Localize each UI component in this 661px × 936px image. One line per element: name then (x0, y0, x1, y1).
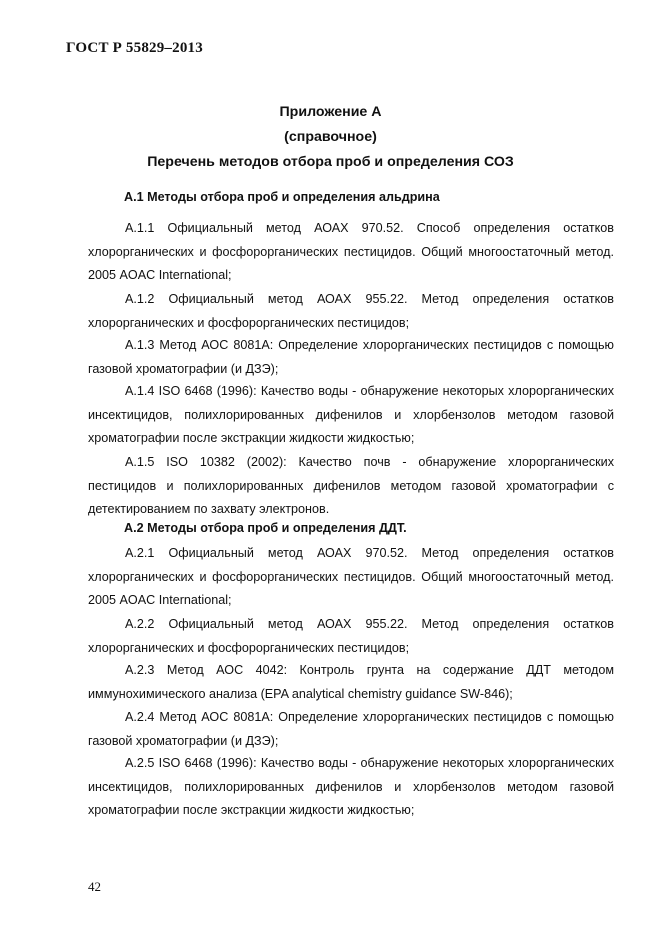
list-item-a2-5: А.2.5 ISO 6468 (1996): Качество воды - обнаружение некоторых хлорорганических инсектицидов, полихлорированных дифенилов и хлорбензолов методом газовой хроматографии после экстракции жидкости жидкостью; (88, 756, 614, 818)
list-item-a1-3: А.1.3 Метод АОС 8081А: Определение хлорорганических пестицидов с помощью газовой хроматографии (и ДЗЭ); (88, 338, 614, 376)
appendix-heading: Перечень методов отбора проб и определения СОЗ (147, 154, 514, 170)
list-item-a2-3: А.2.3 Метод АОС 4042: Контроль грунта на содержание ДДТ методом иммунохимического анализа (EPA analytical chemistry guidance SW-846); (88, 663, 614, 701)
list-item-a1-4: А.1.4 ISO 6468 (1996): Качество воды - обнаружение некоторых хлорорганических инсектицидов, полихлорированных дифенилов и хлорбензолов методом газовой хроматографии после экстракции жидкости жидкостью; (88, 384, 614, 446)
document-number: ГОСТ Р 55829–2013 (66, 40, 203, 56)
appendix-type: (справочное) (284, 129, 377, 145)
page-number: 42 (88, 879, 101, 894)
section-a2-title: А.2 Методы отбора проб и определения ДДТ. (124, 521, 407, 535)
list-item-a1-5: А.1.5 ISO 10382 (2002): Качество почв - обнаружение хлорорганических пестицидов и полихлорированных дифенилов методом газовой хроматографии с детектированием по захвату электронов. (88, 455, 614, 517)
appendix-title: Приложение А (279, 104, 382, 120)
list-item-a1-2: А.1.2 Официальный метод АОАХ 955.22. Метод определения остатков хлорорганических и фосфорорганических пестицидов; (88, 292, 614, 330)
section-a1-title: А.1 Методы отбора проб и определения альдрина (124, 190, 440, 204)
list-item-a2-4: А.2.4 Метод АОС 8081А: Определение хлорорганических пестицидов с помощью газовой хроматографии (и ДЗЭ); (88, 710, 614, 748)
list-item-a1-1: А.1.1 Официальный метод АОАХ 970.52. Способ определения остатков хлорорганических и фосфорорганических пестицидов. Общий многоостаточный метод. 2005 AOAC International; (88, 221, 614, 283)
list-item-a2-2: А.2.2 Официальный метод АОАХ 955.22. Метод определения остатков хлорорганических и фосфорорганических пестицидов; (88, 617, 614, 655)
list-item-a2-1: А.2.1 Официальный метод АОАХ 970.52. Метод определения остатков хлорорганических и фосфорорганических пестицидов. Общий многоостаточный метод. 2005 AOAC International; (88, 546, 614, 608)
